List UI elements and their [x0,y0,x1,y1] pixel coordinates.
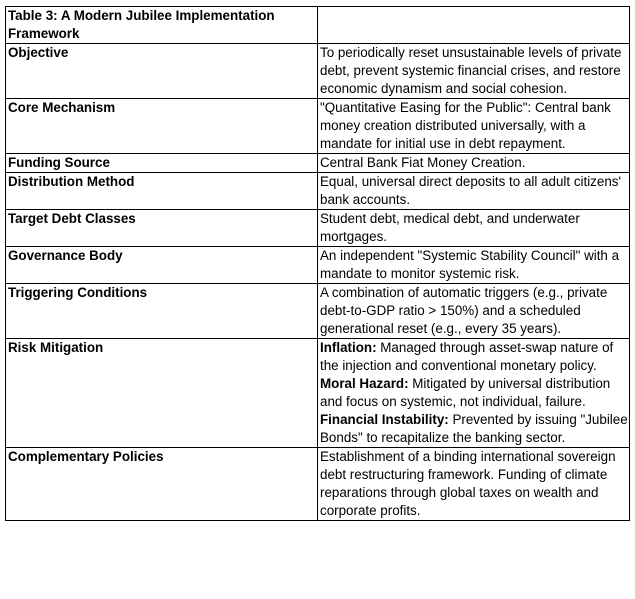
risk-text-moral-hazard: Mitigated by universal distribution and focus on systemic, not individual, failure. [320,376,611,409]
row-value-complementary-policies: Establishment of a binding international sovereign debt restructuring framework. Funding of climate reparations through global taxes on wealth and corporate profits. [318,448,630,521]
row-label-core-mechanism: Core Mechanism [6,99,318,154]
table-row [6,210,630,247]
table-title-value [318,7,630,44]
risk-term-financial-instability: Financial Instability: [320,412,449,427]
table-row [6,154,630,173]
framework-table [5,6,630,521]
table-row [6,247,630,284]
row-label-funding-source: Funding Source [6,154,318,173]
row-value-risk-mitigation [318,339,630,448]
table-row [6,448,630,521]
row-label-target-debt-classes: Target Debt Classes [6,210,318,247]
table-row [6,339,630,448]
risk-term-inflation: Inflation: [320,340,377,355]
row-label-objective: Objective [6,44,318,99]
risk-text-financial-instability: Prevented by issuing "Jubilee Bonds" to recapitalize the banking sector. [320,412,628,445]
row-label-triggering-conditions: Triggering Conditions [6,284,318,339]
row-label-complementary-policies: Complementary Policies [6,448,318,521]
row-value-target-debt-classes: Student debt, medical debt, and underwater mortgages. [318,210,630,247]
row-value-funding-source: Central Bank Fiat Money Creation. [318,154,630,173]
table-row [6,99,630,154]
table-row [6,44,630,99]
row-label-governance-body: Governance Body [6,247,318,284]
row-label-distribution-method: Distribution Method [6,173,318,210]
row-value-triggering-conditions: A combination of automatic triggers (e.g., private debt-to-GDP ratio > 150%) and a scheduled generational reset (e.g., every 35 years). [318,284,630,339]
risk-text-inflation: Managed through asset-swap nature of the injection and conventional monetary policy. [320,340,614,373]
row-value-core-mechanism: "Quantitative Easing for the Public": Central bank money creation distributed universally, with a mandate for initial use in debt repayment. [318,99,630,154]
row-label-risk-mitigation: Risk Mitigation [6,339,318,448]
table-row [6,173,630,210]
row-value-governance-body: An independent "Systemic Stability Council" with a mandate to monitor systemic risk. [318,247,630,284]
row-value-objective: To periodically reset unsustainable levels of private debt, prevent systemic financial crises, and restore economic dynamism and social cohesion. [318,44,630,99]
risk-term-moral-hazard: Moral Hazard: [320,376,409,391]
row-value-distribution-method: Equal, universal direct deposits to all adult citizens' bank accounts. [318,173,630,210]
table-title-row [6,7,630,44]
table-row [6,284,630,339]
table-title: Table 3: A Modern Jubilee Implementation Framework [6,7,318,44]
